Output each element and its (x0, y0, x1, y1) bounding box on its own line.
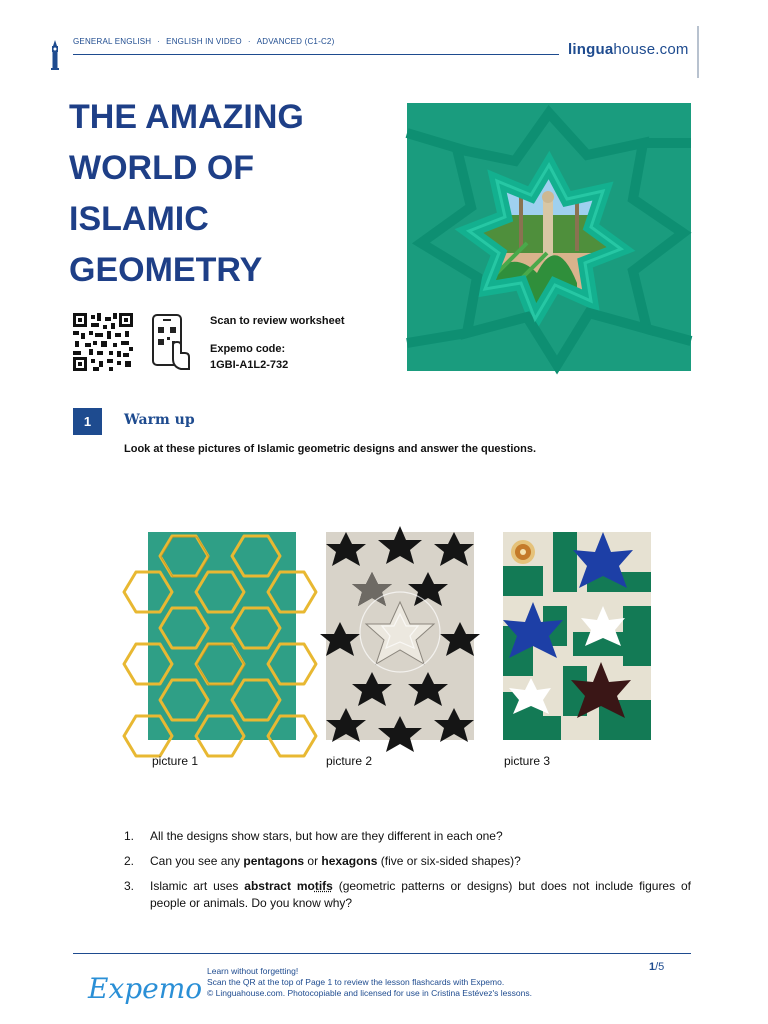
breadcrumb-general-english[interactable]: GENERAL ENGLISH (73, 37, 152, 46)
keyword-abstract-motifs-underlined: tifs (314, 879, 333, 893)
qr-code-icon[interactable] (73, 313, 133, 371)
scan-label: Scan to review worksheet (210, 315, 345, 327)
question-item (124, 878, 691, 912)
picture-3-image (503, 532, 651, 740)
question-text-part: Islamic art uses (150, 879, 245, 893)
section-number: 1 (73, 408, 102, 435)
linguahouse-logo[interactable] (568, 41, 689, 58)
title-line: THE AMAZING (69, 98, 304, 136)
title-line: WORLD OF (69, 149, 255, 187)
logo-divider (697, 26, 699, 78)
section-title: Warm up (124, 412, 195, 428)
expemo-code-label: Expemo code: (210, 343, 286, 355)
hero-image (407, 103, 691, 371)
question-text-part: (geometric patterns or designs) but does not include figures of people or animals. Do you know why? (150, 879, 691, 910)
question-number: 3. (124, 879, 135, 893)
title-line: ISLAMIC (69, 200, 209, 238)
question-list (124, 828, 691, 920)
picture-1-caption: picture 1 (152, 754, 199, 768)
section-instruction: Look at these pictures of Islamic geometric designs and answer the questions. (124, 443, 536, 455)
question-text (150, 828, 691, 845)
question-text-part: Can you see any (150, 854, 244, 868)
page-current: 1 (649, 961, 656, 973)
question-text-part: All the designs show stars, but how are they different in each one? (150, 829, 503, 843)
footer-rule (73, 953, 691, 954)
scan-info (210, 313, 345, 373)
picture-3-caption: picture 3 (504, 754, 551, 768)
footer-text (207, 966, 532, 999)
question-item (124, 853, 691, 870)
header-rule (73, 54, 559, 55)
picture-1-image (148, 532, 296, 740)
picture-2-image (326, 532, 474, 740)
page-title (69, 92, 389, 296)
page-total: /5 (655, 961, 665, 973)
keyword-pentagons: pentagons (243, 854, 305, 868)
breadcrumb-separator: · (247, 37, 251, 46)
expemo-code: 1GBI-A1L2-732 (210, 359, 289, 371)
question-number: 2. (124, 854, 135, 868)
expemo-logo-text: Expemo (88, 972, 203, 1005)
footer-instruction: Scan the QR at the top of Page 1 to review the lesson flashcards with Expemo. (207, 977, 505, 987)
page-number (649, 961, 664, 973)
expemo-logo[interactable] (88, 968, 203, 1008)
breadcrumb (73, 37, 334, 46)
question-text-part: (five or six-sided shapes)? (377, 854, 521, 868)
question-text (150, 878, 691, 912)
logo-normal: house (613, 41, 656, 58)
phone-scan-icon (151, 313, 191, 371)
footer-copyright: © Linguahouse.com. Photocopiable and licensed for use in Cristina Estévez's lessons. (207, 988, 532, 998)
question-text-part: or (304, 854, 322, 868)
keyword-hexagons: hexagons (321, 854, 378, 868)
logo-suffix: .com (655, 41, 689, 58)
keyword-abstract-motifs: abstract mo (244, 879, 315, 893)
question-item (124, 828, 691, 845)
big-ben-icon (50, 40, 60, 70)
picture-2-caption: picture 2 (326, 754, 373, 768)
breadcrumb-advanced[interactable]: ADVANCED (C1-C2) (256, 37, 335, 46)
question-number: 1. (124, 829, 135, 843)
breadcrumb-english-in-video[interactable]: ENGLISH IN VIDEO (166, 37, 242, 46)
title-line: GEOMETRY (69, 251, 263, 289)
logo-bold: lingua (568, 41, 614, 58)
question-text (150, 853, 691, 870)
breadcrumb-separator: · (157, 37, 161, 46)
footer-tagline: Learn without forgetting! (207, 966, 299, 976)
